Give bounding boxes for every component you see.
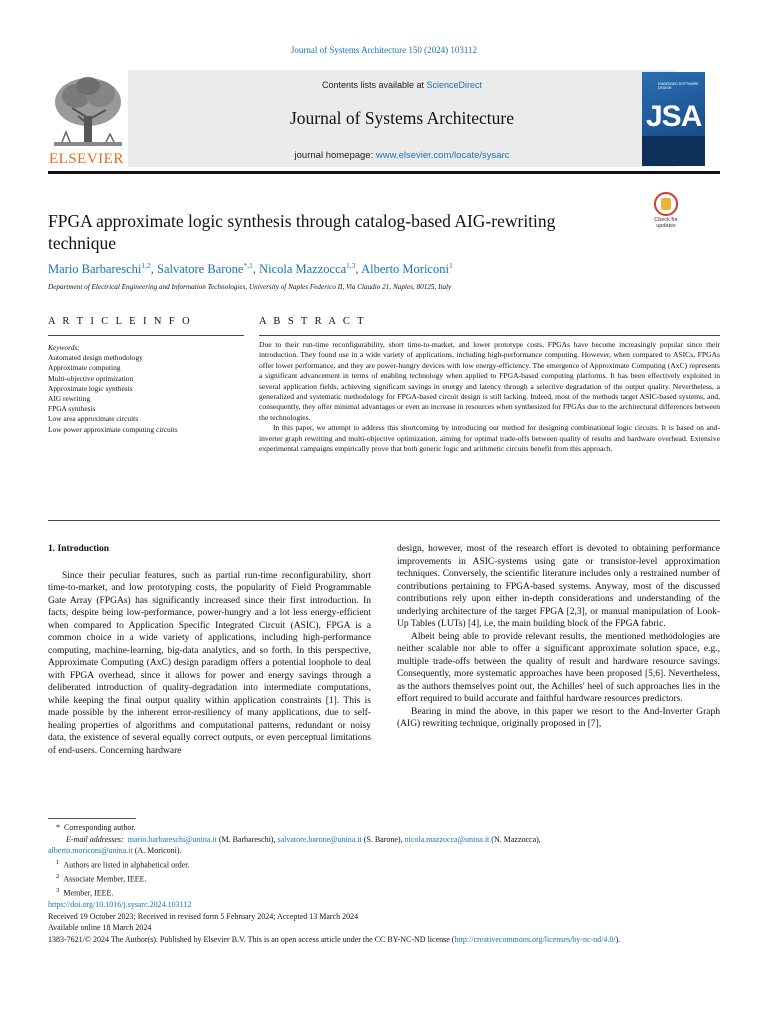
article-info-rule [48,335,244,336]
abstract-paragraph: In this paper, we attempt to address this shortcoming by introducing our method for designing combinational logic circuits. It is based on and-inverter graph rewriting and multi-objective optimization, aiming for optimal trade-offs between quality of results and hardware overhead. Extensive experimental campaigns empirically prove that both generic logic and arithmetic circuits benefit from this approach. [259,423,720,454]
abstract-body [259,340,720,454]
body-paragraph: design, however, most of the research effort is devoted to obtaining performance improvements in ASIC-systems using gate or transistor-level approximation techniques. Conversely, the scientific literature includes only a restrained number of contributions pertaining to FPGA-based systems. Anyway, most of the discussed contributions rely upon either in-depth considerations and understanding of the underlying architecture of the target FPGA [2,3], or manual manipulation of Look-Up Tables (LUTs) [4], i.e, the main building block of the FPGA fabric. [397,544,720,629]
body-paragraph: Since their peculiar features, such as partial run-time reconfigurability, short time-to-market, and low prototyping costs, the popularity of Field Programmable Gate Array (FPGAs) has significantly increased since their first introduction. In facts, despite being low-performance, power-hungry and a lot less energy-efficient when compared to Application Specific Integrated Circuit (ASIC), FPGA is a common choice in a wide variety of applications, including high-performance computing, machine-learning, big-data analytics, and so forth. In this perspective, Approximate Computing (AxC) design paradigm offers a potential loophole to deal with FPGA overhead, since it allows for power and energy savings through a deliberated introduction of quality-degradation into intermediate computations, while keeping the final output quality within application constraints [1]. This is made possible by the inherent error-resiliency of many applications, due to self-healing properties of algorithms and computational patterns, redundant or noisy data, the existence of several equally correct outputs, or even perceptual limitations of end-users. Concerning hardware [48,570,371,756]
paper-title: FPGA approximate logic synthesis through catalog-based AIG-rewriting technique [48,211,556,253]
check-updates-icon [654,192,678,216]
keywords-block [48,343,248,435]
footnotes [48,822,720,899]
author-separator: , [252,262,260,276]
masthead-rule [48,171,720,174]
email-label: E-mail addresses: [66,834,124,844]
email-owner: (M. Barbareschi), [216,834,278,844]
keywords-label: Keywords: [48,343,80,352]
email-owner: (N. Mazzocca), [489,834,541,844]
footnote-1: $^1$ Authors are listed in alphabetical order. [56,858,190,870]
contents-prefix: Contents lists available at [321,80,427,90]
received-dates: Received 19 October 2023; Received in revised form 5 February 2024; Accepted 13 March 2024 [48,911,359,921]
footnote-text: Associate Member, IEEE. [63,874,147,884]
author-affil-marker: *,1 [243,261,253,270]
license-line [48,934,720,946]
section-heading: 1. Introduction [48,544,110,554]
email-link[interactable]: nicola.mazzocca@unina.it [404,834,490,844]
keyword-item: FPGA synthesis [48,404,96,414]
masthead-info-box [128,70,676,167]
email-link[interactable]: alberto.moriconi@unina.it [48,846,133,855]
keyword-item: Low power approximate computing circuits [48,424,178,434]
email-owner: (S. Barone), [361,834,405,844]
keyword-item: Approximate logic synthesis [48,383,133,393]
check-updates-label: Check for updates [654,217,678,229]
author-separator: , [150,262,157,276]
email-addresses [48,834,720,846]
abstract-paragraph: Due to their run-time reconfigurability, short time-to-market, and lower prototype costs, FPGAs have become increasingly popular since their introduction. They found use in a wide variety of applications, including high-performance computing. However, when compared to ASICs, FPGAs offer lower performance, and they are power-hungry devices with low energy-efficiency. The emergence of Approximate Computing (AxC) represents a significant advancement in terms of enabling technology when applied to FPGA-based computing platforms. It has been effectively exploited in several application fields, achieving significant savings in energy and latency through a selective degradation of the output quality. Nevertheless, a generalized and systematic methodology for FPGA-based circuit design is still lacking. Indeed, most of the methods target ASIC-based systems, and, consequently, they offer minimal advantages or even an increase in resources when synthesized for FPGAs due to the architectural differences between the technologies. [259,340,720,422]
footnote-text: Authors are listed in alphabetical order. [63,860,190,870]
journal-citation[interactable]: Journal of Systems Architecture 150 (2024) 103112 [290,45,478,55]
author-separator: , [355,262,362,276]
available-online: Available online 18 March 2024 [48,923,152,932]
keyword-item: Automated design methodology [48,353,143,363]
contents-line [128,80,676,90]
abstract-rule [259,335,720,336]
author-affil-marker: 1 [448,261,453,270]
keyword-item: Low area approximate circuits [48,414,139,424]
email-link[interactable]: mario.barbareschi@unina.it [127,834,217,844]
email-owner: (A. Moriconi). [132,846,182,855]
journal-masthead [48,70,720,173]
abstract-heading: A B S T R A C T [259,316,366,327]
footnote-corresponding [48,822,720,834]
license-link[interactable]: http://creativecommons.org/licenses/by-nc-nd/4.0/ [454,934,616,944]
author-name[interactable]: Alberto Moriconi [361,262,449,276]
journal-name: Journal of Systems Architecture [289,108,515,128]
homepage-prefix: journal homepage: [294,150,376,161]
author-affil-marker: 1,3 [346,261,356,270]
elsevier-tree-icon [48,72,128,150]
footnote-rule [48,818,136,819]
keyword-item: Approximate computing [48,363,121,373]
sciencedirect-link[interactable]: ScienceDirect [426,80,483,90]
journal-cover-thumbnail[interactable] [642,72,705,166]
footnote-2: $^2$ Associate Member, IEEE. [56,872,147,884]
body-paragraph: Bearing in mind the above, in this paper we resort to the And-Inverter Graph (AIG) rewriting technique, originally proposed in [7], [397,706,720,729]
cover-abbrev: JSA [646,100,702,133]
keyword-item: Multi-objective optimization [48,373,134,383]
cover-stripe [642,136,705,166]
author-affil-marker: 1,2 [141,261,151,270]
email-link[interactable]: salvatore.barone@unina.it [277,834,362,844]
footnote-marker: * [56,823,64,832]
homepage-line [128,150,676,161]
footnote-text: Member, IEEE. [63,888,114,898]
doi-link[interactable]: https://doi.org/10.1016/j.sysarc.2024.103112 [48,900,192,909]
corresponding-author-note: Corresponding author. [64,823,136,832]
front-matter-rule [48,520,720,521]
publication-info [48,899,720,945]
body-column-right [397,543,720,731]
journal-homepage-link[interactable]: www.elsevier.com/locate/sysarc [375,150,510,161]
article-info-heading: A R T I C L E I N F O [48,316,193,327]
footnote-3: $^3$ Member, IEEE. [56,886,114,898]
affiliation: Department of Electrical Engineering and Information Technologies, University of Naples Federico II, Via Claudio 21, Naples, 80125, Italy [48,283,452,291]
email-addresses-cont [48,845,720,857]
body-paragraph: Albeit being able to provide relevant results, the mentioned methodologies are neither scalable nor able to offer a significant approximate solution space, e.g., multiple trade-offs between the quality of result and hardware resource savings. Consequently, more systematic approaches have been proposed [5,6]. Nevertheless, as the authors themselves point out, the Achilles' heel of such approaches lies in the effort required to build accurate and faithful hardware resources predictors. [397,631,720,704]
author-name[interactable]: Nicola Mazzocca [259,262,347,276]
license-text: 1383-7621/© 2024 The Author(s). Published by Elsevier B.V. This is an open access article under the CC BY-NC-ND license ( [48,934,455,944]
author-list [48,261,720,277]
elsevier-tree-logo[interactable] [48,72,128,168]
license-end: ). [615,934,621,944]
cover-small-text: EMBEDDED SOFTWARE DESIGN [658,82,699,90]
author-name[interactable]: Salvatore Barone [157,262,244,276]
keyword-item: AIG rewriting [48,394,91,404]
check-for-updates-button[interactable] [648,192,684,232]
elsevier-wordmark: ELSEVIER [49,151,124,167]
author-name[interactable]: Mario Barbareschi [48,262,142,276]
body-column-left [48,543,371,757]
